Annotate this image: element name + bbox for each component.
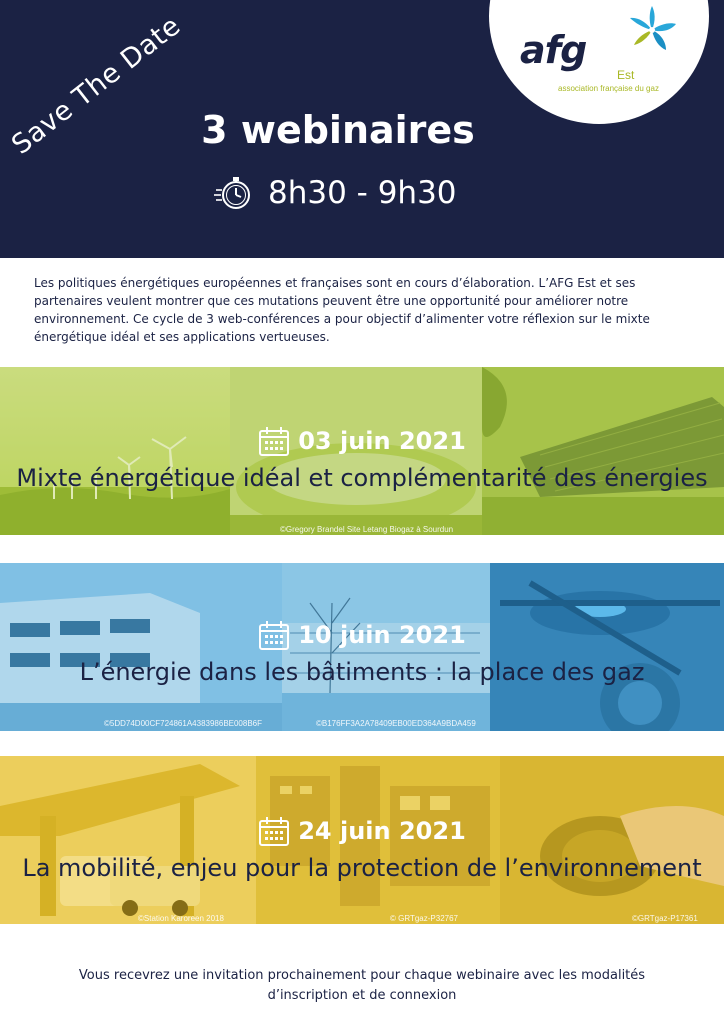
page-title: 3 webinaires [201,108,475,152]
webinar-3-title: La mobilité, enjeu pour la protection de l’environnement [22,854,702,882]
time-row [214,168,457,218]
calendar-icon [258,425,290,457]
webinar-3-date-row [0,815,724,847]
time-range: 8h30 - 9h30 [268,175,457,211]
calendar-icon [258,619,290,651]
flower-logo-icon [620,4,680,60]
webinar-2-date: 10 juin 2021 [298,621,466,649]
webinar-1-photo-credit: ©Gregory Brandel Site Letang Biogaz à Sourdun [280,525,454,534]
logo-region: Est [617,68,635,82]
webinar-2-photo-credit-2: ©B176FF3A2A78409EB00ED364A9BDA459 [316,719,476,728]
webinar-2-date-row [0,619,724,651]
save-the-date-label: Save The Date [6,10,187,161]
footer-line-2: d’inscription et de connexion [267,988,457,1003]
webinar-band-2 [0,563,724,731]
footer-note [0,966,724,1006]
webinar-band-1 [0,367,724,535]
webinar-3-photo-credit-1: ©Station Karoreen 2018 [138,914,224,923]
webinar-3-photo-credit-2: © GRTgaz-P32767 [390,914,459,923]
intro-paragraph: Les politiques énergétiques européennes et françaises sont en cours d’élaboration. L’AFG Est et ses partenaires veulent montrer que ces mutations peuvent être une opportunité pour améliorer notre environnement. Ce cycle de 3 web-conférences a pour objectif d’alimenter votre réflexion sur le mixte énergétique idéal et ses applications vertueuses. [34,276,650,344]
webinar-3-date: 24 juin 2021 [298,817,466,845]
webinar-1-date: 03 juin 2021 [298,427,466,455]
webinar-2-title: L’énergie dans les bâtiments : la place des gaz [79,658,645,686]
webinar-band-3 [0,756,724,924]
calendar-icon [258,815,290,847]
logo-tagline: association française du gaz [558,84,659,93]
webinar-3-photo-credit-3: ©GRTgaz-P17361 [632,914,698,923]
stopwatch-icon [214,173,254,213]
footer-line-1: Vous recevrez une invitation prochainement pour chaque webinaire avec les modalités [78,968,646,983]
webinar-1-date-row [0,425,724,457]
webinar-2-photo-credit-1: ©5DD74D00CF724861A4383986BE008B6F [104,719,263,728]
logo-name: afg [520,28,587,72]
webinar-1-title: Mixte énergétique idéal et complémentarité des énergies [16,464,708,492]
header-banner [0,0,724,258]
